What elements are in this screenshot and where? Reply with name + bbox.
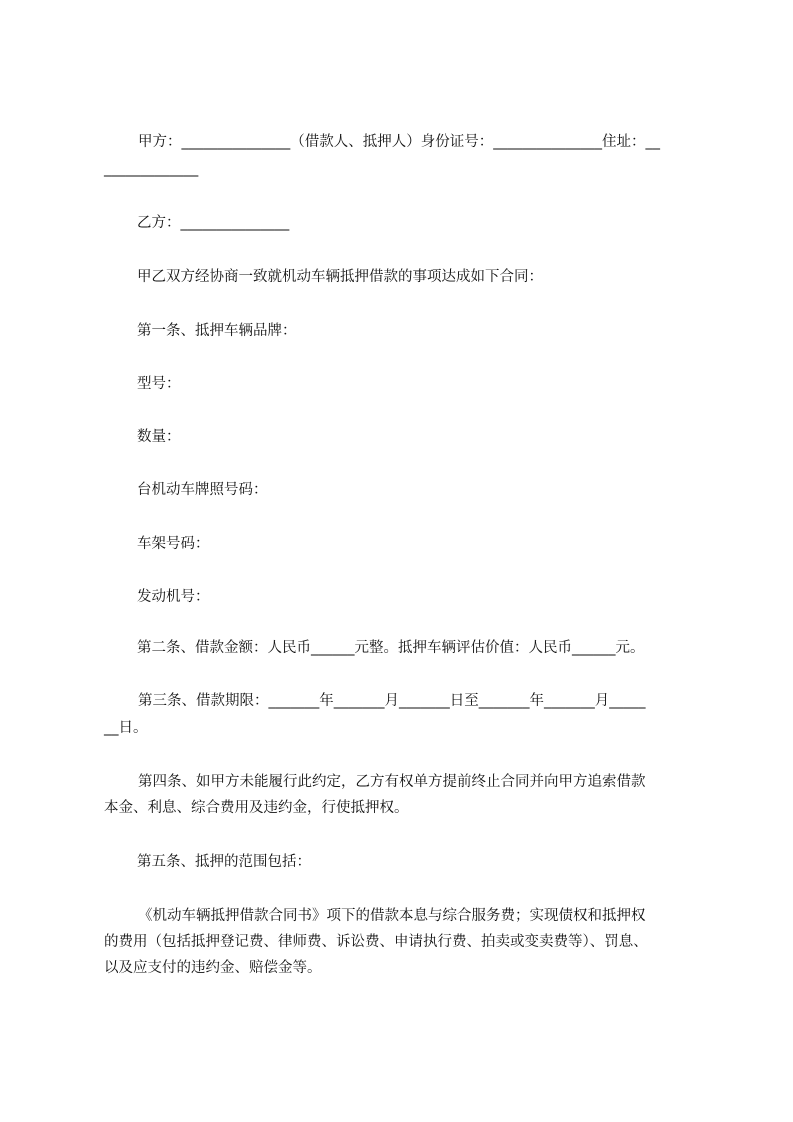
frame-number-field: 车架号码： xyxy=(137,536,210,552)
party-a-line-1: 甲方：_______________（借款人、抵押人）身份证号：_______________住址：__ xyxy=(138,134,660,150)
article-4-line-1: 第四条、如甲方未能履行此约定，乙方有权单方提前终止合同并向甲方追索借款 xyxy=(138,774,646,790)
party-b-line: 乙方：_______________ xyxy=(137,215,290,231)
engine-number-field: 发动机号： xyxy=(137,589,210,605)
party-a-line-2: _____________ xyxy=(104,161,199,177)
article-5-line-1: 《机动车辆抵押借款合同书》项下的借款本息与综合服务费；实现债权和抵押权 xyxy=(138,908,646,924)
article-5-line-2: 的费用（包括抵押登记费、律师费、诉讼费、申请执行费、拍卖或变卖费等）、罚息、 xyxy=(104,934,648,950)
article-4-line-2: 本金、利息、综合费用及违约金，行使抵押权。 xyxy=(104,800,409,816)
plate-number-field: 台机动车牌照号码： xyxy=(137,482,268,498)
model-field: 型号： xyxy=(137,376,181,392)
quantity-field: 数量： xyxy=(137,429,181,445)
article-5-title: 第五条、抵押的范围包括： xyxy=(137,854,311,870)
article-3-line-1: 第三条、借款期限：_______年_______月_______日至_______年_______月_____ xyxy=(138,693,646,709)
article-5-line-3: 以及应支付的违约金、赔偿金等。 xyxy=(104,960,322,976)
article-2: 第二条、借款金额：人民币______元整。抵押车辆评估价值：人民币______元。 xyxy=(137,640,645,656)
article-1-title: 第一条、抵押车辆品牌： xyxy=(137,323,297,339)
article-3-line-2: __日。 xyxy=(104,720,148,736)
intro-paragraph: 甲乙双方经协商一致就机动车辆抵押借款的事项达成如下合同： xyxy=(137,269,543,285)
